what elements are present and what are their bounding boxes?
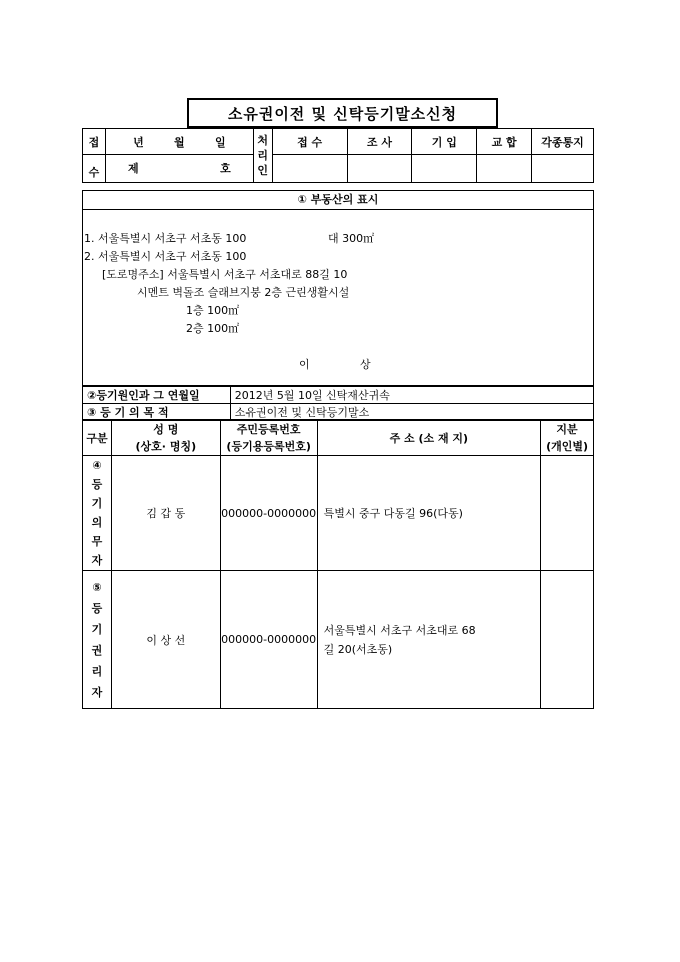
header-id: 주민등록번호 (등기용등록번호) [220,420,317,456]
reception-label-top: 접 [83,129,106,155]
obligor-share[interactable] [541,456,594,571]
col-verification: 교 합 [477,129,532,155]
cell-reception[interactable] [272,155,347,183]
right-holder-share[interactable] [541,571,594,709]
cell-investigation[interactable] [347,155,412,183]
property-line-2: 2. 서울특별시 서초구 서초동 100 [84,250,247,263]
property-line-1-area: 대 300㎡ [328,232,375,245]
right-holder-id[interactable]: 000000-0000000 [220,571,317,709]
day-label: 일 [214,135,226,149]
cause-value[interactable]: 2012년 5월 10일 신탁재산귀속 [230,387,593,404]
col-notices: 각종통지 [532,129,594,155]
cell-verification[interactable] [477,155,532,183]
property-line-6: 2층 100㎡ [186,322,240,335]
cause-label: ②등기원인과 그 연월일 [83,387,231,404]
obligor-address[interactable]: 특별시 중구 다동길 96(다동) [317,456,541,571]
obligor-label: ④ 등 기 의 무 자 [83,456,112,571]
property-end-1: 이 [299,358,310,371]
header-address: 주 소 (소 재 지) [317,420,541,456]
purpose-value[interactable]: 소유권이전 및 신탁등기말소 [230,404,593,421]
month-label: 월 [174,135,185,149]
property-line-3: [도로명주소] 서울특별시 서초구 서초대로 88길 10 [102,268,348,281]
parties-table [82,419,594,709]
property-end-2: 상 [360,358,371,371]
property-line-4: 시멘트 벽돌조 슬래브지붕 2층 근린생활시설 [137,286,350,299]
property-line-5: 1층 100㎡ [186,304,240,317]
right-holder-name[interactable]: 이 상 선 [111,571,220,709]
right-holder-address[interactable]: 서울특별시 서초구 서초대로 68 길 20(서초동) [317,571,541,709]
col-investigation: 조 사 [347,129,412,155]
number-label: 제 호 [105,155,253,183]
header-share: 지분 (개인별) [541,420,594,456]
cell-notices[interactable] [532,155,594,183]
col-reception: 접 수 [272,129,347,155]
year-label: 년 [133,135,144,149]
cell-entry[interactable] [412,155,477,183]
reception-label-bottom: 수 [83,155,106,183]
col-entry: 기 입 [412,129,477,155]
reception-table [82,128,594,183]
property-header: ① 부동산의 표시 [82,190,594,210]
obligor-name[interactable]: 김 갑 동 [111,456,220,571]
property-line-1: 1. 서울특별시 서초구 서초동 100 [84,232,247,245]
header-gubun: 구분 [83,420,112,456]
obligor-id[interactable]: 000000-0000000 [220,456,317,571]
date-label [105,129,253,155]
cause-purpose-table [82,386,594,421]
right-holder-label: ⑤ 등 기 권 리 자 [83,571,112,709]
header-name: 성 명 (상호· 명칭) [111,420,220,456]
form-title: 소유권이전 및 신탁등기말소신청 [187,98,498,128]
purpose-label: ③ 등 기 의 목 적 [83,404,231,421]
cheori-label: 처 리 인 [253,129,272,183]
